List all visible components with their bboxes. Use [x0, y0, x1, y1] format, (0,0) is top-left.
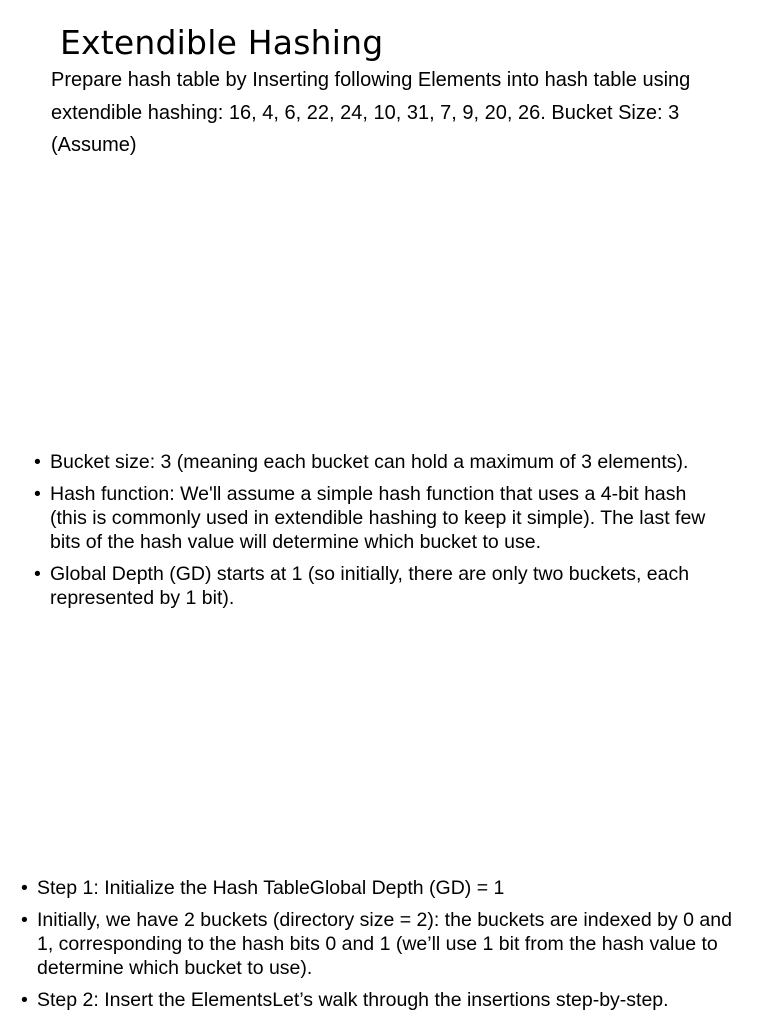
slide-title: Extendible Hashing	[60, 23, 384, 62]
steps-list	[21, 876, 741, 1020]
assumption-global-depth: • Global Depth (GD) starts at 1 (so initially, there are only two buckets, each represented by 1 bit).	[34, 562, 724, 610]
assumptions-list	[34, 450, 724, 618]
step-2-insert: • Step 2: Insert the ElementsLet’s walk through the insertions step-by-step.	[21, 988, 741, 1012]
assumption-hash-function: • Hash function: We'll assume a simple hash function that uses a 4-bit hash (this is commonly used in extendible hashing to keep it simple). The last few bits of the hash value will determine which bucket to use.	[34, 482, 724, 554]
step-initial-buckets: • Initially, we have 2 buckets (directory size = 2): the buckets are indexed by 0 and 1, corresponding to the hash bits 0 and 1 (we’ll use 1 bit from the hash value to determine which bucket to use).	[21, 908, 741, 980]
assumption-bucket-size: • Bucket size: 3 (meaning each bucket can hold a maximum of 3 elements).	[34, 450, 724, 474]
problem-statement: Prepare hash table by Inserting following Elements into hash table using extendible hashing: 16, 4, 6, 22, 24, 10, 31, 7, 9, 20, 26. Bucket Size: 3 (Assume)	[51, 69, 691, 156]
step-1-initialize: • Step 1: Initialize the Hash TableGlobal Depth (GD) = 1	[21, 876, 741, 900]
